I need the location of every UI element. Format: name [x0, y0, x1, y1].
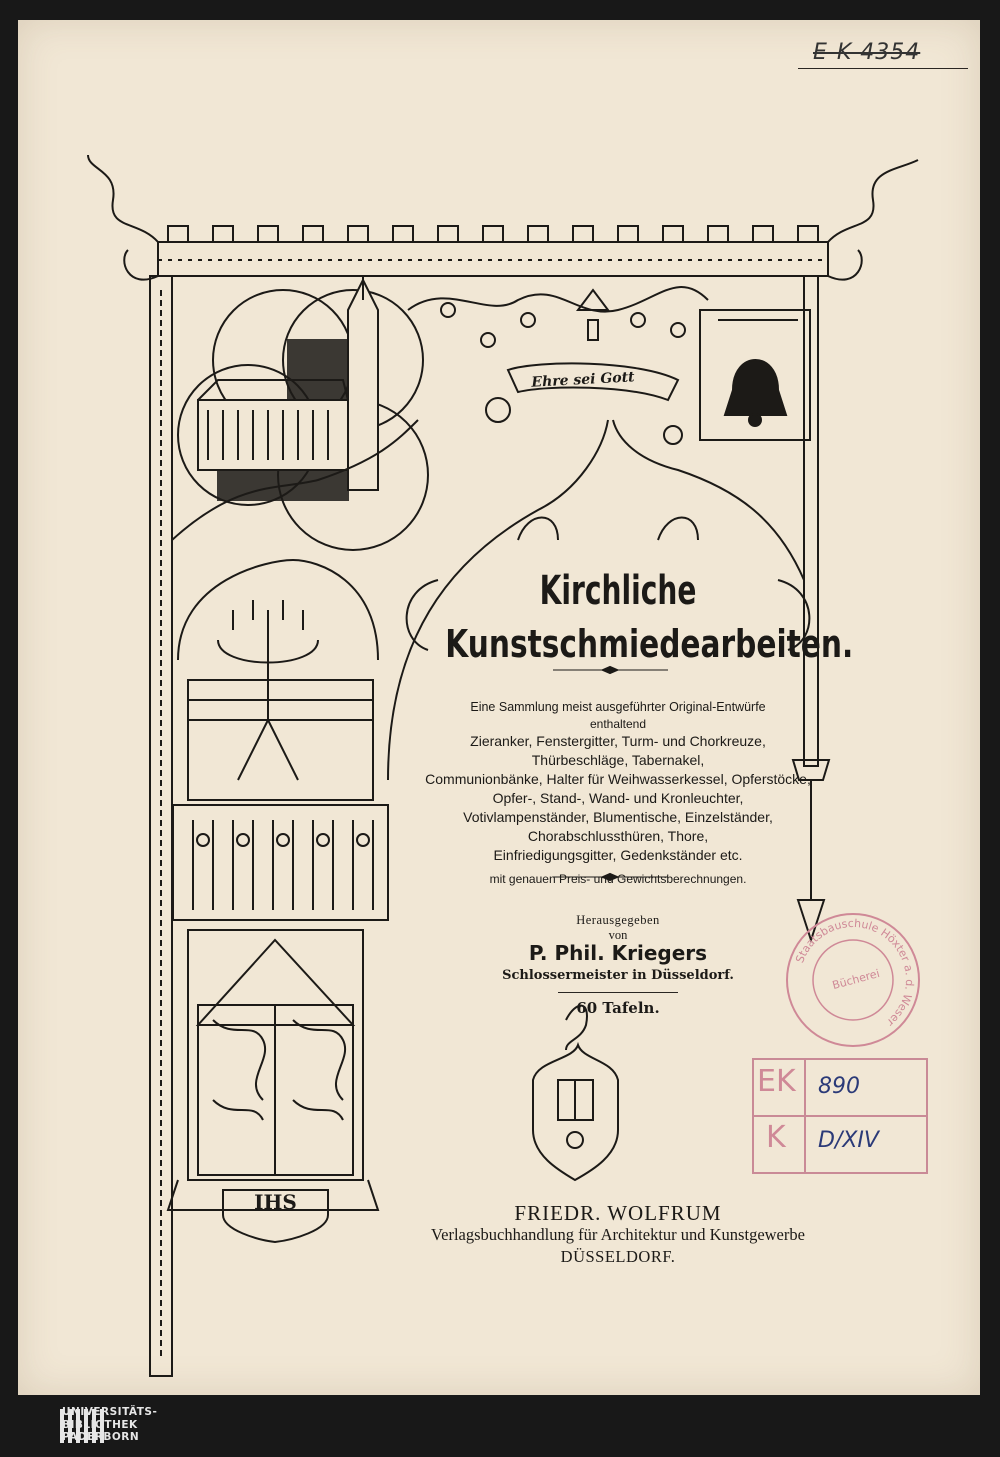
publisher-description: Verlagsbuchhandlung für Architektur und Kunstgewerbe	[431, 1225, 805, 1244]
list-item: Einfriedigungsgitter, Gedenkständer etc.	[493, 847, 743, 863]
editor-name: P. Phil. Kriegers	[528, 941, 708, 965]
publisher-name: FRIEDR. WOLFRUM	[514, 1201, 722, 1225]
list-item: Chorabschlussthüren, Thore,	[527, 828, 709, 844]
list-item: Zieranker, Fenstergitter, Turm- und Chorkreuze,	[470, 733, 766, 749]
contains-label: enthaltend	[589, 717, 647, 731]
banner-text: Ehre sei Gott	[531, 369, 635, 391]
handwritten-number: 890	[818, 1074, 860, 1099]
left-finial	[88, 155, 158, 280]
library-line: BIBLIOTHEK	[62, 1418, 138, 1431]
plates-count: 60 Tafeln.	[576, 999, 660, 1017]
list-item: Communionbänke, Halter für Weihwasserkessel, Opferstöcke,	[425, 771, 811, 787]
round-stamp-label: Bücherei	[830, 966, 882, 993]
call-number: E-K 4354	[813, 40, 921, 65]
library-name	[62, 1406, 157, 1444]
title-page	[18, 20, 980, 1395]
editor-label: Herausgegeben	[576, 913, 660, 927]
list-item: Votivlampenständer, Blumentische, Einzelständer,	[463, 809, 773, 825]
stamp-letter-ek: EK	[757, 1064, 796, 1099]
right-finial	[828, 160, 918, 280]
ihs-monogram: IHS	[254, 1190, 297, 1214]
title-line-2: Kunstschmiedearbeiten.	[445, 622, 854, 666]
publisher-city: DÜSSELDORF.	[560, 1247, 676, 1266]
svg-text:Staatsbauschule Höxter a. d. W: Staatsbauschule Höxter a. d. Weser	[793, 916, 917, 1029]
handwritten-shelfmark: D/XIV	[818, 1128, 879, 1153]
price-note: mit genauen Preis- und Gewichtsberechnungen.	[489, 872, 747, 886]
library-line: UNIVERSITÄTS-	[62, 1406, 158, 1418]
subtitle: Eine Sammlung meist ausgeführter Original-Entwürfe	[470, 700, 766, 714]
title-line-1: Kirchliche	[539, 568, 697, 614]
gothic-arch	[178, 560, 378, 660]
stamp-letter-k: K	[766, 1120, 786, 1155]
library-line: PADERBORN	[62, 1431, 140, 1443]
list-item: Thürbeschläge, Tabernakel,	[531, 752, 705, 768]
list-item: Opfer-, Stand-, Wand- und Kronleuchter,	[492, 790, 744, 806]
divider	[558, 992, 678, 993]
editor-role: Schlossermeister in Düsseldorf.	[502, 968, 734, 983]
editor-von: von	[608, 928, 628, 942]
